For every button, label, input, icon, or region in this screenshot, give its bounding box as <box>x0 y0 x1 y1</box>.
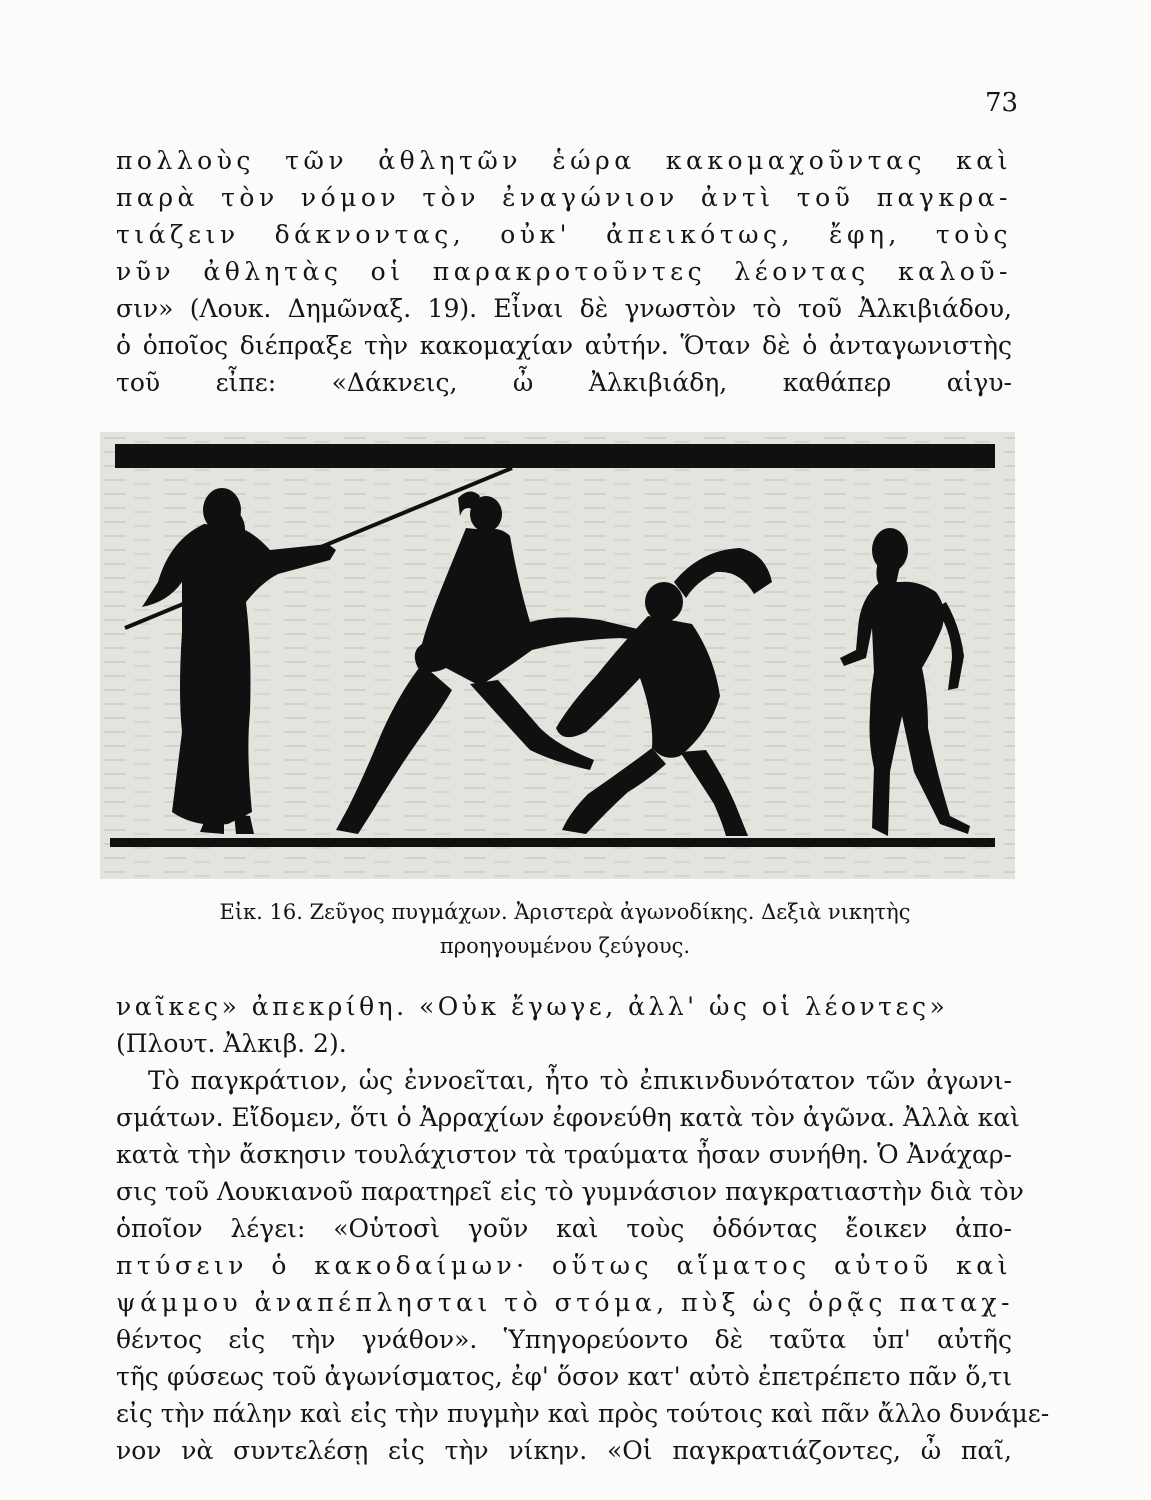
caption-line: Εἰκ. 16. Ζεῦγος πυγμάχων. Ἀριστερὰ ἀγωνοδίκης. Δεξιὰ νικητὴς <box>219 900 911 924</box>
text-line: τοῦ εἶπε: «Δάκνεις, ὦ Ἀλκιβιάδη, καθάπερ αἱγυ- <box>116 368 1012 397</box>
text-line: Τὸ παγκράτιον, ὡς ἐννοεῖται, ἦτο τὸ ἐπικινδυνότατον τῶν ἀγωνι- <box>148 1066 1012 1095</box>
text-line: ναῖκες» ἀπεκρίθη. «Οὐκ ἔγωγε, ἀλλ' ὡς οἱ λέοντες» <box>116 992 949 1021</box>
vase-painting-figure <box>100 432 1015 879</box>
text-line: παρὰ τὸν νόμον τὸν ἐναγώνιον ἀντὶ τοῦ παγκρα- <box>116 183 1012 212</box>
text-line: (Πλουτ. Ἀλκιβ. 2). <box>116 1029 347 1058</box>
text-line: ὁποῖον λέγει: «Οὑτοσὶ γοῦν καὶ τοὺς ὀδόντας ἔοικεν ἀπο- <box>116 1214 1012 1243</box>
bottom-paragraph <box>116 988 1050 1469</box>
caption-line: προηγουμένου ζεύγους. <box>439 934 691 958</box>
text-line: πολλοὺς τῶν ἀθλητῶν ἑώρα κακομαχοῦντας καὶ <box>116 146 1012 175</box>
text-line: πτύσειν ὁ κακοδαίμων· οὕτως αἵματος αὐτοῦ καὶ <box>116 1251 1012 1280</box>
text-line: σμάτων. Εἴδομεν, ὅτι ὁ Ἀρραχίων ἐφονεύθη κατὰ τὸν ἀγῶνα. Ἀλλὰ καὶ <box>116 1103 1020 1132</box>
text-line: τιάζειν δάκνοντας, οὐκ' ἀπεικότως, ἔφη, τοὺς <box>116 220 1012 249</box>
text-line: σιν» (Λουκ. Δημῶναξ. 19). Εἶναι δὲ γνωστὸν τὸ τοῦ Ἀλκιβιάδου, <box>116 294 1012 323</box>
top-paragraph <box>116 142 1012 401</box>
page-number: 73 <box>985 88 1019 118</box>
text-line: κατὰ τὴν ἄσκησιν τουλάχιστον τὰ τραύματα ἦσαν συνήθη. Ὁ Ἀνάχαρ- <box>116 1140 1012 1169</box>
figure-caption <box>120 895 1010 963</box>
vase-painting-image <box>100 432 1015 879</box>
text-line: σις τοῦ Λουκιανοῦ παρατηρεῖ εἰς τὸ γυμνάσιον παγκρατιαστὴν διὰ τὸν <box>116 1177 1024 1206</box>
text-line: ψάμμου ἀναπέπλησται τὸ στόμα, πὺξ ὡς ὁρᾷς παταχ- <box>116 1288 1014 1317</box>
text-line: τῆς φύσεως τοῦ ἀγωνίσματος, ἐφ' ὅσον κατ' αὐτὸ ἐπετρέπετο πᾶν ὅ,τι <box>116 1362 1012 1391</box>
text-line: νον νὰ συντελέσῃ εἰς τὴν νίκην. «Οἱ παγκρατιάζοντες, ὦ παῖ, <box>116 1436 1012 1465</box>
text-line: θέντος εἰς τὴν γνάθον». Ὑπηγορεύοντο δὲ ταῦτα ὑπ' αὐτῆς <box>116 1325 1012 1354</box>
text-line: νῦν ἀθλητὰς οἱ παρακροτοῦντες λέοντας καλοῦ- <box>116 257 1012 286</box>
text-line: ὁ ὁποῖος διέπραξε τὴν κακομαχίαν αὐτήν. Ὅταν δὲ ὁ ἀνταγωνιστὴς <box>116 331 1012 360</box>
text-line: εἰς τὴν πάλην καὶ εἰς τὴν πυγμὴν καὶ πρὸς τούτοις καὶ πᾶν ἄλλο δυνάμε- <box>116 1399 1050 1428</box>
